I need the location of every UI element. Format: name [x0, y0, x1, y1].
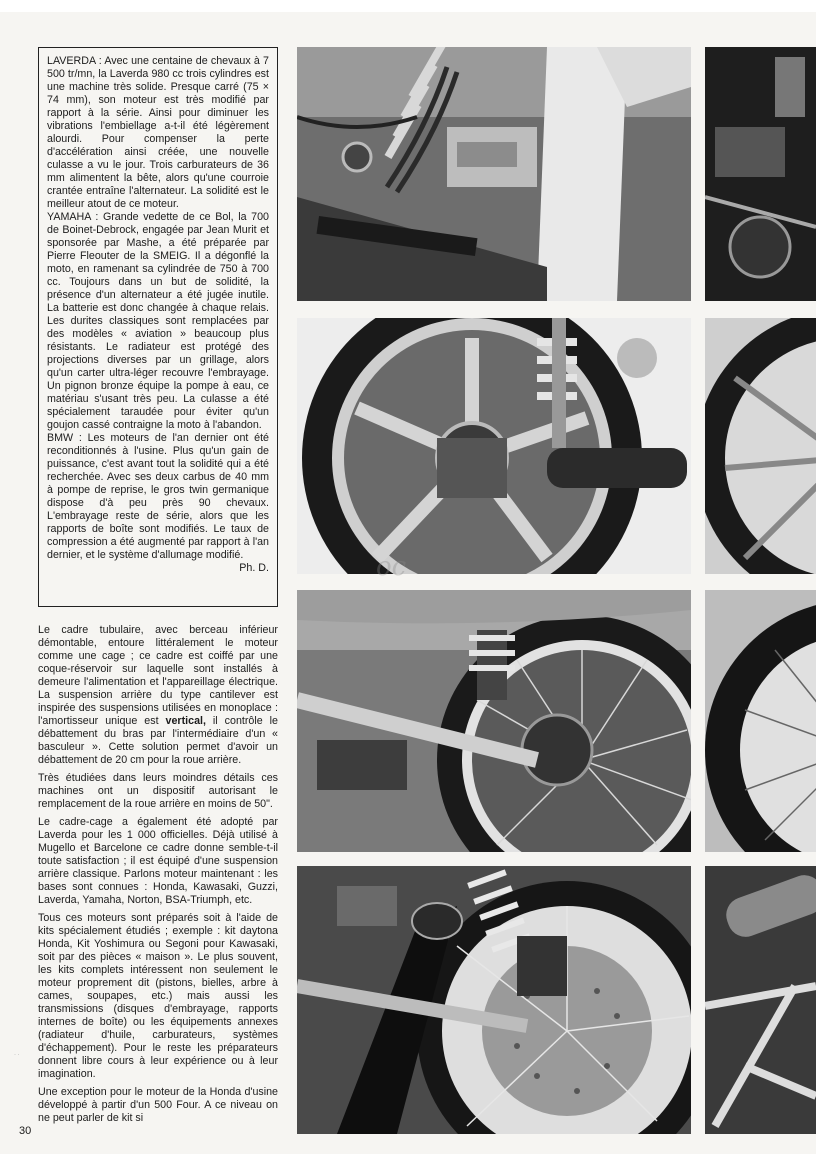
page-top-margin [0, 0, 816, 12]
paragraph-frame-start: Le cadre tubulaire, avec berceau inférieur démontable, entoure littéralement le moteur comme une cage ; ce cadre est coiffé par une coque-réservoir sur laquelle sont installés à demeure l'alimentation et l'appareillage électrique. La suspension arrière du type cantilever est inspirée des suspensions utilisées en monoplace : l'amortisseur unique est [38, 624, 278, 727]
bmw-note [47, 432, 269, 562]
photo-exhaust-disc-brake [297, 866, 691, 1134]
photo-frame-tubes-strip [705, 866, 816, 1134]
photo-rear-wheel-disc [297, 318, 691, 574]
bmw-text: : Les moteurs de l'an dernier ont été reconditionnés à l'usine. Plus qu'un gain de puissance, c'est avant tout la solidité qui a été recherchée. Avec ses deux carbus de 40 mm à pompe de reprise, le gros twin germanique dispose d'à peu près 90 chevaux. L'embrayage reste de série, alors que les rapports de boîte sont modifiés. Le taux de compression a été augmenté par rapport à l'an dernier, et le système d'allumage modifié. [47, 432, 269, 561]
paragraph-honda-exception: Une exception pour le moteur de la Honda d'usine développé à partir d'un 500 Four. A ce niveau on ne peut parler de kit si [38, 1086, 278, 1124]
engine-notes-box [38, 47, 278, 607]
paragraph-laverda-frame: Le cadre-cage a également été adopté par Laverda pour les 1 000 officielles. Déjà utilisé à Mugello et Barcelone ce cadre donne semble-t-il toute satisfaction ; il est équipé d'une suspension arrière classique. Parlons moteur maintenant : les bases sont connues : Honda, Kawasaki, Guzzi, Laverda, Yamaha, Norton, BSA-Triumph, etc. [38, 816, 278, 906]
laverda-label: LAVERDA [47, 55, 96, 67]
bmw-label: BMW [47, 432, 74, 444]
paragraph-engine-kits: Tous ces moteurs sont préparés soit à l'aide de kits spécialement étudiés ; exemple : kit daytona Honda, Kit Yoshimura ou Segoni pour Kawasaki, soit par des pièces « maison ». Le plus souvent, les kits complets intéressent non seulement le moteur proprement dit (pistons, bielles, arbre à cames, soupapes, etc.) mais aussi les transmissions (disques d'embrayage, rapports internes de boîte) ou les équipements annexes (radiateur d'huile, carburateurs, systèmes d'échappement). Pour le reste les préparateurs donnent libre cours à leur expérience ou à leur imagination. [38, 912, 278, 1080]
svg-text:oc: oc [376, 552, 407, 582]
photo-spoked-rear-wheel [297, 590, 691, 852]
photo-engine-detail-strip [705, 47, 816, 301]
author-signature: Ph. D. [239, 562, 269, 574]
page-number: 30 [19, 1125, 32, 1137]
paragraph-frame-end: il contrôle le débattement du bras par l'intermédiaire d'un « basculeur ». Cette solution permet d'avoir un débattement de 20 cm pour la roue arrière. [38, 715, 278, 766]
laverda-note [47, 55, 269, 211]
article-body [38, 624, 278, 1130]
paragraph-frame [38, 624, 278, 767]
watermark-logo [372, 545, 444, 591]
photo-rear-shock-top [297, 47, 691, 301]
yamaha-label: YAMAHA [47, 211, 91, 223]
yamaha-note [47, 211, 269, 432]
bold-word-vertical: vertical, [165, 715, 206, 727]
paragraph-wheel-change: Très étudiées dans leurs moindres détails ces machines ont un dispositif autorisant le remplacement de la roue arrière en moins de 50". [38, 772, 278, 810]
photo-tyre-strip [705, 590, 816, 852]
yamaha-text: : Grande vedette de ce Bol, la 700 de Boinet-Debrock, engagée par Jean Murit et sponsorée par Mashe, a été préparée par Pierre Fleouter de la SMEIG. Il a dégonflé la moto, en ramenant sa cylindrée de 750 à 700 cc. Toujours dans un but de solidité, la présence d'un alternateur a été jugée inutile. La batterie est donc changée à chaque relais. Les durites classiques sont remplacées par des modèles « aviation » beaucoup plus résistants. Le radiateur est protégé des projections diverses par un grillage, alors qu'un carter ultra-léger recouvre l'embrayage. Un pignon bronze équipe la pompe à eau, ce matériau s'usant très peu. La culasse a été spécialement taraudée pour éviter qu'un goujon cassé contraigne la moto à l'abandon. [47, 211, 269, 431]
margin-mark: · · [14, 1052, 20, 1058]
laverda-text: : Avec une centaine de chevaux à 7 500 tr/mn, la Laverda 980 cc trois cylindres est une machine très solide. Presque carré (75 × 74 mm), son moteur est très modifié par rapport à la série. Ainsi pour diminuer les vibrations l'embiellage a-t-il été légèrement alourdi. Pour compenser la perte d'accélération ainsi créée, une nouvelle culasse a vu le jour. Trois carburateurs de 36 mm alimentent la bête, alors qu'une courroie crantée entraîne l'alternateur. La solidité est le meilleur atout de ce moteur. [47, 55, 269, 210]
photo-wheel-strip [705, 318, 816, 574]
